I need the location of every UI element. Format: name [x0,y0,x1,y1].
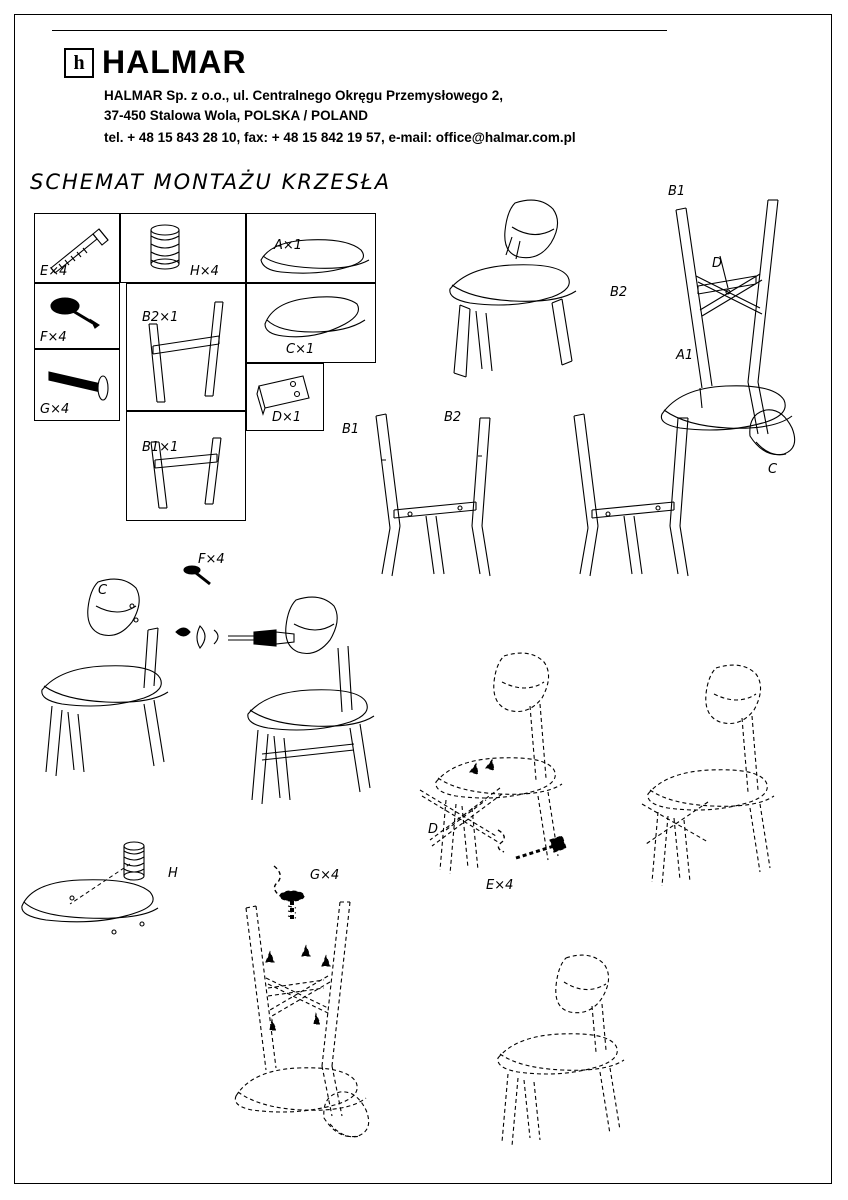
part-label-B1: B1×1 [142,440,179,455]
part-label-F: F×4 [40,330,67,345]
bolt-e-icon [492,820,582,880]
callout-step1-b2: B2 [610,285,628,300]
part-cell-B1 [126,411,246,521]
header-rule [52,30,667,31]
callout-step2-b2: B2 [444,410,462,425]
part-label-E: E×4 [40,264,68,279]
callout-step3-c: C [98,583,108,598]
callout-step1-c: C [768,462,778,477]
part-cell-H [120,213,246,283]
page-title: SCHEMAT MONTAŻU KRZESŁA [30,170,392,194]
callout-step6-e: E×4 [486,878,514,893]
part-label-H: H×4 [190,264,219,279]
callout-step1-b1: B1 [668,184,686,199]
step2-frame-right [528,398,748,588]
company-address-line2: 37-450 Stalowa Wola, POLSKA / POLAND [104,108,369,123]
step3-chair-right [218,578,428,818]
part-cell-B2 [126,283,246,411]
part-label-A: A×1 [274,238,303,253]
part-label-D: D×1 [272,410,302,425]
callout-step1-d: D [712,256,723,271]
callout-step6-d: D [428,822,439,837]
part-label-G: G×4 [40,402,70,417]
step3-chair-left [20,560,220,790]
part-label-B2: B2×1 [142,310,179,325]
chair-assembled-final [470,940,670,1170]
step2-frame-left [330,398,550,588]
bracket-d-guide [436,790,496,840]
seat-insert-guide-line [60,860,140,910]
part-label-C: C×1 [286,342,315,357]
company-contact-line: tel. + 48 15 843 28 10, fax: + 48 15 842 19 57, e-mail: office@halmar.com.pl [104,130,576,145]
part-cell-A [246,213,376,283]
halmar-logo-icon: h [73,52,85,74]
callout-step4-h: H [168,866,178,881]
chair-assembled-top [420,185,590,385]
callout-step2-b1: B1 [342,422,360,437]
screw-f-icon [180,562,220,592]
step6-chair-right [612,652,832,902]
company-address-line1: HALMAR Sp. z o.o., ul. Centralnego Okręgu Przemysłowego 2, [104,88,504,103]
callout-step3-f: F×4 [198,552,225,567]
callout-step5-g: G×4 [310,868,340,883]
callout-step1-a1: A1 [676,348,694,363]
brand-name: HALMAR [102,44,247,80]
